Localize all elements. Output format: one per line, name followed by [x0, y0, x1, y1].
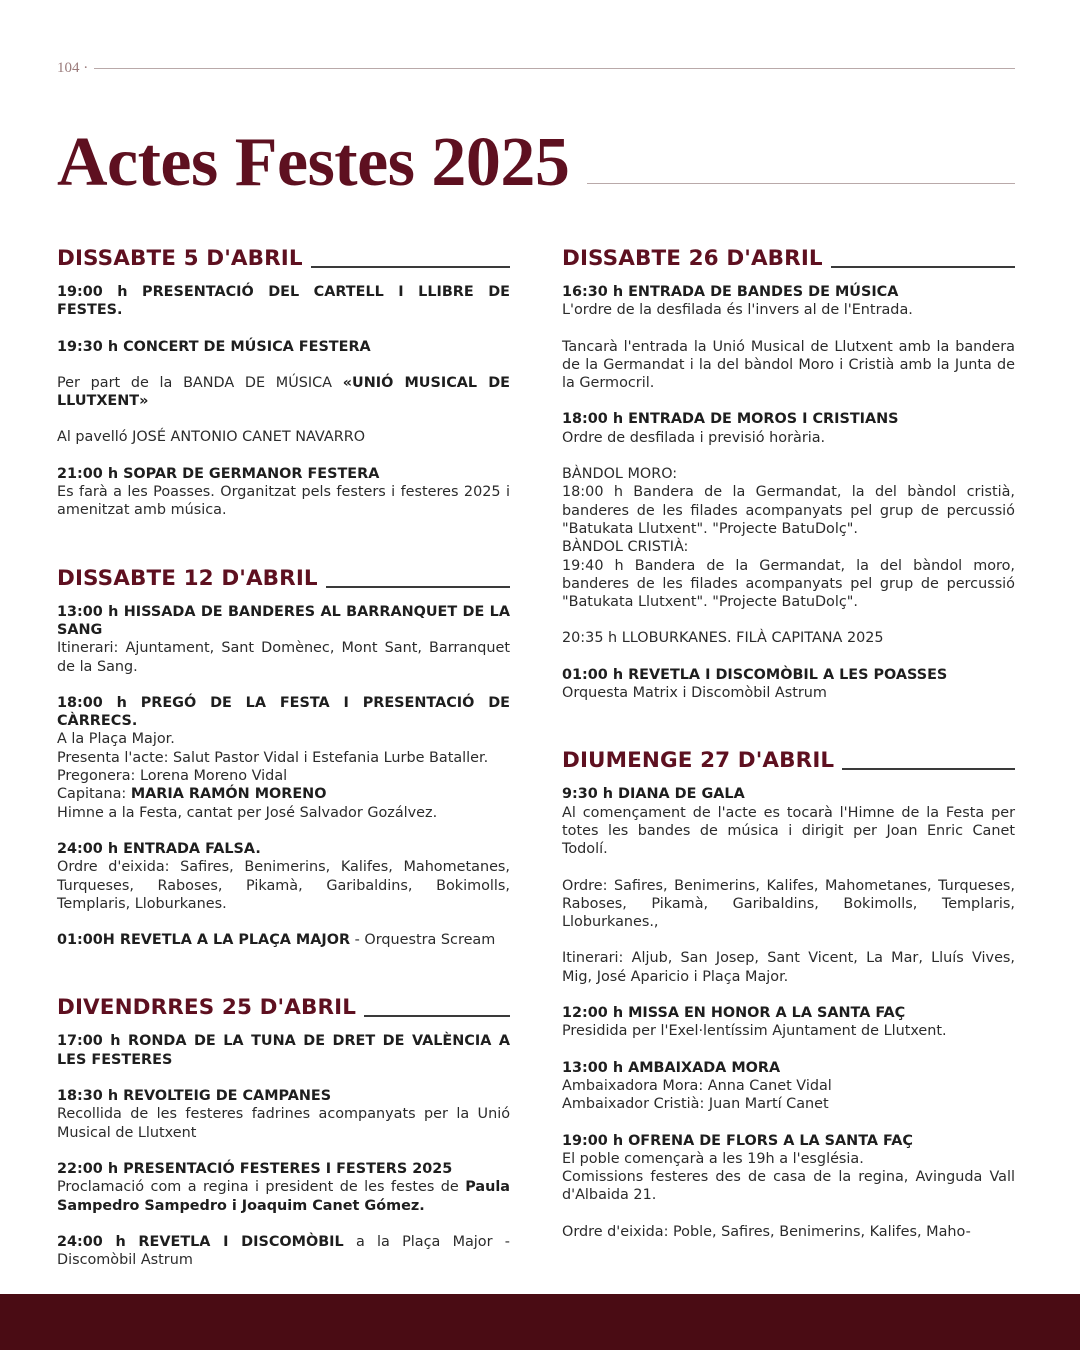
event-line: [562, 1022, 1015, 1040]
event-item: [562, 283, 1015, 320]
event-text: Capitana:: [57, 786, 131, 803]
event-line: [57, 1087, 510, 1105]
event-item: [57, 465, 510, 520]
event-line: [562, 283, 1015, 301]
day-title: DIVENDRRES 25 D'ABRIL: [57, 995, 356, 1021]
event-item: [57, 283, 510, 320]
event-line: [562, 666, 1015, 684]
event-item: [57, 1087, 510, 1142]
event-item: [562, 785, 1015, 858]
day-heading: [562, 748, 1015, 774]
event-line: [562, 429, 1015, 447]
event-line: [562, 684, 1015, 702]
page-number: 104 ·: [57, 59, 89, 76]
event-bold-text: 22:00 h PRESENTACIÓ FESTERES I FESTERS 2025: [57, 1160, 453, 1177]
event-bold-text: «UNIÓ MUSICAL DE LLUTXENT»: [57, 374, 510, 410]
event-text: Presidida per l'Exel·lentíssim Ajuntament de Llutxent.: [562, 1023, 947, 1040]
event-text: - Orquestra Scream: [350, 932, 496, 949]
event-line: [562, 1132, 1015, 1150]
day-title: DISSABTE 5 D'ABRIL: [57, 246, 303, 271]
event-line: [562, 949, 1015, 986]
event-line: [57, 483, 510, 520]
event-item: [57, 1160, 510, 1215]
event-text: Tancarà l'entrada la Unió Musical de Llutxent amb la bandera de la Germandat i la del bàndol Moro i Cristià amb la Junta de la Germocril.: [562, 338, 1015, 392]
event-line: [57, 1178, 510, 1215]
event-text: Presenta l'acte: Salut Pastor Vidal i Estefania Lurbe Bataller.: [57, 749, 489, 766]
event-line: [562, 1059, 1015, 1077]
event-item: [562, 1004, 1015, 1041]
event-text: BÀNDOL MORO:: [562, 466, 678, 483]
event-bold-text: 01:00 h REVETLA I DISCOMÒBIL A LES POASSES: [562, 666, 948, 683]
event-text: 19:40 h Bandera de la Germandat, la del bàndol moro, banderes de les filades acompanyats pel grup de percussió "Batukata Llutxent". "Projecte BatuDolç".: [562, 557, 1015, 611]
event-text: 20:35 h LLOBURKANES. FILÀ CAPITANA 2025: [562, 630, 884, 647]
event-bold-text: 01:00H REVETLA A LA PLAÇA MAJOR: [57, 932, 351, 949]
event-text: Ordre de desfilada i previsió horària.: [562, 429, 826, 446]
event-line: [562, 301, 1015, 319]
event-text: Itinerari: Ajuntament, Sant Domènec, Mont Sant, Barranquet de la Sang.: [57, 640, 510, 675]
day-heading: [57, 995, 510, 1021]
day-title: DISSABTE 26 D'ABRIL: [562, 246, 823, 271]
event-text: Comissions festeres des de casa de la regina, Avinguda Vall d'Albaida 21.: [562, 1169, 1015, 1204]
event-text: Ordre: Safires, Benimerins, Kalifes, Mahometanes, Turqueses, Raboses, Pikamà, Garibaldins, Bokimolls, Templaris, Lloburkanes.,: [562, 877, 1015, 931]
event-bold-text: 18:30 h REVOLTEIG DE CAMPANES: [57, 1088, 332, 1105]
event-line: [562, 1150, 1015, 1168]
event-line: [562, 1223, 1015, 1241]
event-bold-text: 13:00 h HISSADA DE BANDERES AL BARRANQUET DE LA SANG: [57, 603, 510, 638]
event-line: [562, 538, 1015, 556]
event-text: A la Plaça Major.: [57, 731, 175, 748]
event-bold-text: 19:00 h PRESENTACIÓ DEL CARTELL I LLIBRE DE FESTES.: [57, 284, 510, 319]
event-item: [57, 840, 510, 913]
event-text: Ambaixadora Mora: Anna Canet Vidal: [562, 1077, 832, 1094]
event-line: [57, 1160, 510, 1178]
day-rule: [311, 266, 510, 268]
day-rule: [326, 586, 510, 588]
event-line: [562, 1095, 1015, 1113]
event-line: [57, 465, 510, 483]
event-bold-text: 13:00 h AMBAIXADA MORA: [562, 1059, 781, 1076]
event-line: [57, 428, 510, 446]
event-line: [562, 804, 1015, 859]
event-line: [57, 338, 510, 356]
event-item: [562, 410, 1015, 447]
event-item: [57, 1032, 510, 1069]
event-line: [57, 858, 510, 913]
page-header: [57, 60, 1015, 76]
event-line: [57, 931, 510, 949]
day-section: [562, 246, 1015, 702]
event-line: [57, 804, 510, 822]
event-item: [562, 1059, 1015, 1114]
event-item: [562, 465, 1015, 611]
event-bold-text: 21:00 h SOPAR DE GERMANOR FESTERA: [57, 465, 380, 482]
event-text: Al pavelló JOSÉ ANTONIO CANET NAVARRO: [57, 429, 366, 446]
event-bold-text: 17:00 h RONDA DE LA TUNA DE DRET DE VALÈNCIA A LES FESTERES: [57, 1033, 510, 1068]
event-item: [562, 338, 1015, 393]
event-line: [57, 374, 510, 411]
event-bold-text: 24:00 h REVETLA I DISCOMÒBIL: [57, 1233, 344, 1250]
event-line: [57, 840, 510, 858]
day-heading: [562, 246, 1015, 272]
event-text: El poble començarà a les 19h a l'església.: [562, 1150, 864, 1167]
day-heading: [57, 246, 510, 272]
event-bold-text: 9:30 h DIANA DE GALA: [562, 786, 745, 803]
header-rule: [94, 68, 1015, 69]
event-line: [562, 785, 1015, 803]
event-text: Proclamació com a regina i president de les festes de: [57, 1179, 466, 1196]
event-bold-text: 12:00 h MISSA EN HONOR A LA SANTA FAÇ: [562, 1005, 906, 1022]
event-line: [57, 749, 510, 767]
event-item: [57, 428, 510, 446]
event-bold-text: 24:00 h ENTRADA FALSA.: [57, 840, 261, 857]
event-line: [562, 1004, 1015, 1022]
footer-band: [0, 1294, 1080, 1350]
event-line: [562, 1168, 1015, 1205]
event-line: [57, 639, 510, 676]
event-bold-text: MARIA RAMÓN MORENO: [130, 786, 327, 803]
title-rule: [587, 183, 1015, 184]
event-item: [562, 877, 1015, 932]
event-bold-text: 19:00 h OFRENA DE FLORS A LA SANTA FAÇ: [562, 1132, 913, 1149]
event-line: [562, 877, 1015, 932]
event-line: [562, 557, 1015, 612]
event-bold-text: Paula Sampedro Sampedro i Joaquim Canet Gómez.: [57, 1179, 510, 1214]
left-column: [57, 246, 510, 1315]
event-text: 18:00 h Bandera de la Germandat, la del bàndol cristià, banderes de les filades acompanyats pel grup de percussió "Batukata Llutxent". "Projecte BatuDolç".: [562, 484, 1015, 537]
event-text: Ambaixador Cristià: Juan Martí Canet: [562, 1096, 829, 1113]
event-bold-text: 16:30 h ENTRADA DE BANDES DE MÚSICA: [562, 284, 899, 300]
day-section: [562, 748, 1015, 1241]
event-text: Orquesta Matrix i Discomòbil Astrum: [562, 685, 827, 702]
day-rule: [831, 266, 1015, 268]
event-item: [57, 338, 510, 356]
event-line: [57, 785, 510, 803]
event-item: [57, 931, 510, 949]
title-row: [57, 118, 1015, 201]
day-rule: [842, 768, 1015, 770]
event-item: [562, 666, 1015, 703]
event-line: [562, 338, 1015, 393]
day-section: [57, 566, 510, 950]
event-item: [562, 629, 1015, 647]
right-column: [562, 246, 1015, 1287]
event-line: [562, 465, 1015, 483]
event-text: Es farà a les Poasses. Organitzat pels festers i festeres 2025 i amenitzat amb música.: [57, 484, 510, 519]
event-text: a la Plaça Major - Discomòbil Astrum: [57, 1233, 510, 1269]
event-item: [562, 1223, 1015, 1241]
event-line: [562, 410, 1015, 428]
event-text: L'ordre de la desfilada és l'invers al de l'Entrada.: [562, 302, 913, 319]
event-text: Per part de la BANDA DE MÚSICA: [57, 374, 343, 391]
event-item: [57, 694, 510, 822]
event-item: [57, 374, 510, 411]
page-title: Actes Festes 2025: [57, 124, 570, 201]
event-line: [562, 483, 1015, 538]
event-line: [57, 694, 510, 731]
event-item: [562, 949, 1015, 986]
event-text: Ordre d'eixida: Poble, Safires, Benimerins, Kalifes, Maho-: [562, 1223, 971, 1240]
event-text: Ordre d'eixida: Safires, Benimerins, Kalifes, Mahometanes, Turqueses, Raboses, Pikamà, Garibaldins, Bokimolls, Templaris, Lloburkanes.: [57, 859, 510, 912]
day-title: DISSABTE 12 D'ABRIL: [57, 565, 318, 591]
event-bold-text: 18:00 h PREGÓ DE LA FESTA I PRESENTACIÓ DE CÀRRECS.: [57, 694, 510, 730]
event-bold-text: 18:00 h ENTRADA DE MOROS I CRISTIANS: [562, 411, 899, 428]
event-line: [57, 603, 510, 640]
event-line: [57, 730, 510, 748]
event-line: [57, 283, 510, 320]
event-line: [57, 1233, 510, 1270]
event-line: [57, 1105, 510, 1142]
event-line: [57, 767, 510, 785]
event-bold-text: 19:30 h CONCERT DE MÚSICA FESTERA: [57, 338, 371, 355]
event-item: [57, 1233, 510, 1270]
event-line: [57, 1032, 510, 1069]
day-heading: [57, 566, 510, 592]
event-line: [562, 629, 1015, 647]
day-section: [57, 995, 510, 1269]
event-text: Itinerari: Aljub, San Josep, Sant Vicent, La Mar, Lluís Vives, Mig, José Aparicio i Plaça Major.: [562, 950, 1015, 985]
day-title: DIUMENGE 27 D'ABRIL: [562, 748, 835, 774]
day-rule: [364, 1015, 510, 1017]
day-section: [57, 246, 510, 520]
event-text: Himne a la Festa, cantat per José Salvador Gozálvez.: [57, 804, 438, 821]
event-item: [57, 603, 510, 676]
event-text: Recollida de les festeres fadrines acompanyats per la Unió Musical de Llutxent: [57, 1106, 510, 1141]
event-line: [562, 1077, 1015, 1095]
event-text: BÀNDOL CRISTIÀ:: [562, 539, 689, 556]
event-text: Pregonera: Lorena Moreno Vidal: [57, 768, 288, 785]
event-text: Al començament de l'acte es tocarà l'Himne de la Festa per totes les bandes de música i dirigit per Joan Enric Canet Todolí.: [562, 804, 1015, 858]
event-item: [562, 1132, 1015, 1205]
